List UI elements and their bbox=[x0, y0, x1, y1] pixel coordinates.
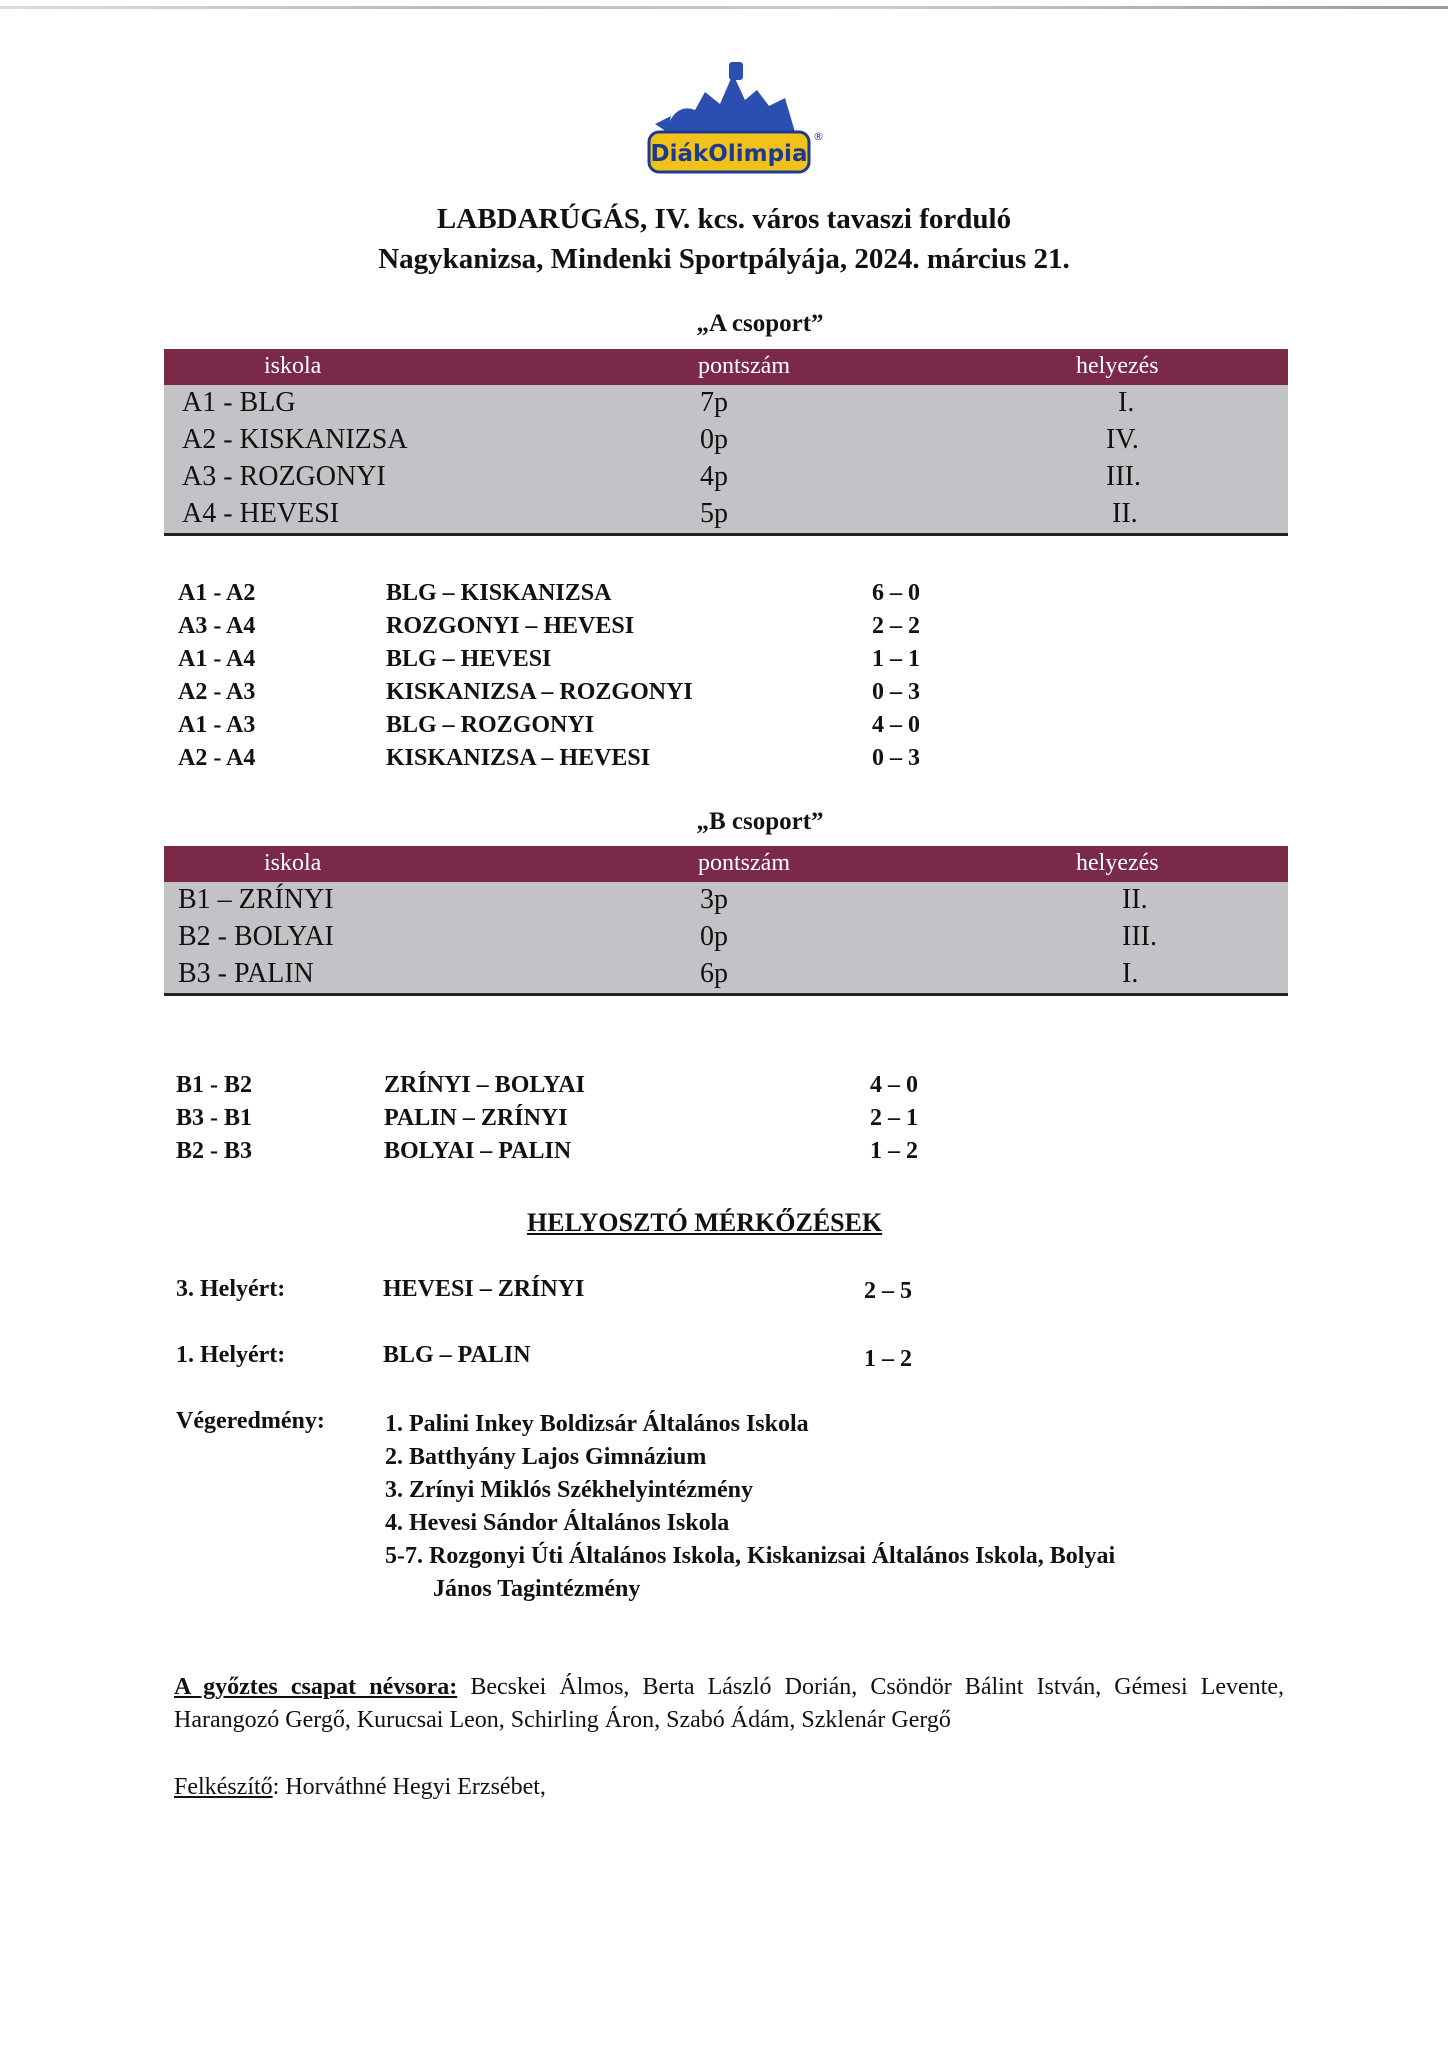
table-row: B1 – ZRÍNYI 3p II. bbox=[164, 882, 1288, 919]
group-a-title: „A csoport” bbox=[696, 310, 824, 337]
placement-teams: BLG – PALIN bbox=[383, 1342, 531, 1368]
table-row: B3 - PALIN 6p I. bbox=[164, 956, 1288, 993]
header-points: pontszám bbox=[698, 850, 790, 876]
logo-text: DiákOlimpia bbox=[650, 141, 808, 167]
coach-name: : Horváthné Hegyi Erzsébet, bbox=[272, 1774, 546, 1800]
final-label: Végeredmény: bbox=[176, 1408, 325, 1434]
placement-score: 1 – 2 bbox=[864, 1346, 912, 1372]
coach-label: Felkészítő bbox=[174, 1774, 273, 1800]
winner-roster bbox=[174, 1671, 1284, 1737]
list-item: 5-7. Rozgonyi Úti Általános Iskola, Kiskanizsai Általános Iskola, Bolyai bbox=[385, 1543, 1116, 1569]
placement-teams: HEVESI – ZRÍNYI bbox=[383, 1276, 585, 1302]
title-line-1: LABDARÚGÁS, IV. kcs. város tavaszi forduló bbox=[436, 203, 1012, 235]
header-school: iskola bbox=[264, 353, 322, 379]
header-school: iskola bbox=[264, 850, 322, 876]
header-points: pontszám bbox=[698, 353, 790, 379]
roster-label: A győztes csapat névsora: bbox=[174, 1674, 458, 1700]
list-item: 3. Zrínyi Miklós Székhelyintézmény bbox=[385, 1477, 753, 1503]
group-b-title: „B csoport” bbox=[696, 808, 824, 835]
list-item: 1. Palini Inkey Boldizsár Általános Iskola bbox=[385, 1411, 809, 1437]
title-line-2: Nagykanizsa, Mindenki Sportpályája, 2024. március 21. bbox=[378, 243, 1070, 275]
svg-text:®: ® bbox=[813, 130, 824, 143]
group-b-table bbox=[164, 846, 1288, 996]
placement-label: 1. Helyért: bbox=[176, 1342, 286, 1368]
placement-label: 3. Helyért: bbox=[176, 1276, 286, 1302]
header-place: helyezés bbox=[1076, 850, 1159, 876]
scan-edge bbox=[0, 6, 1448, 9]
table-header bbox=[164, 846, 1288, 882]
table-row: B2 - BOLYAI 0p III. bbox=[164, 919, 1288, 956]
table-row: A4 - HEVESI 5p II. bbox=[164, 496, 1288, 533]
table-row: A2 - KISKANIZSA 0p IV. bbox=[164, 422, 1288, 459]
header-place: helyezés bbox=[1076, 353, 1159, 379]
list-item: 4. Hevesi Sándor Általános Iskola bbox=[385, 1510, 730, 1536]
table-row: A3 - ROZGONYI 4p III. bbox=[164, 459, 1288, 496]
group-a-table bbox=[164, 349, 1288, 536]
roster-names: Becskei Álmos, Berta László Dorián, Csöndör Bálint István, Gémesi Levente, Harangozó Gergő, Kurucsai Leon, Schirling Áron, Szabó Ádám, Szklenár Gergő bbox=[174, 1674, 1284, 1733]
coach bbox=[174, 1774, 546, 1801]
list-item: János Tagintézmény bbox=[433, 1576, 641, 1602]
placement-score: 2 – 5 bbox=[864, 1278, 912, 1304]
diakolimpia-logo bbox=[645, 62, 825, 190]
final-list bbox=[385, 1408, 1285, 1606]
table-header bbox=[164, 349, 1288, 385]
list-item: 2. Batthyány Lajos Gimnázium bbox=[385, 1444, 707, 1470]
placement-title: HELYOSZTÓ MÉRKŐZÉSEK bbox=[527, 1208, 883, 1237]
table-row: A1 - BLG 7p I. bbox=[164, 385, 1288, 422]
